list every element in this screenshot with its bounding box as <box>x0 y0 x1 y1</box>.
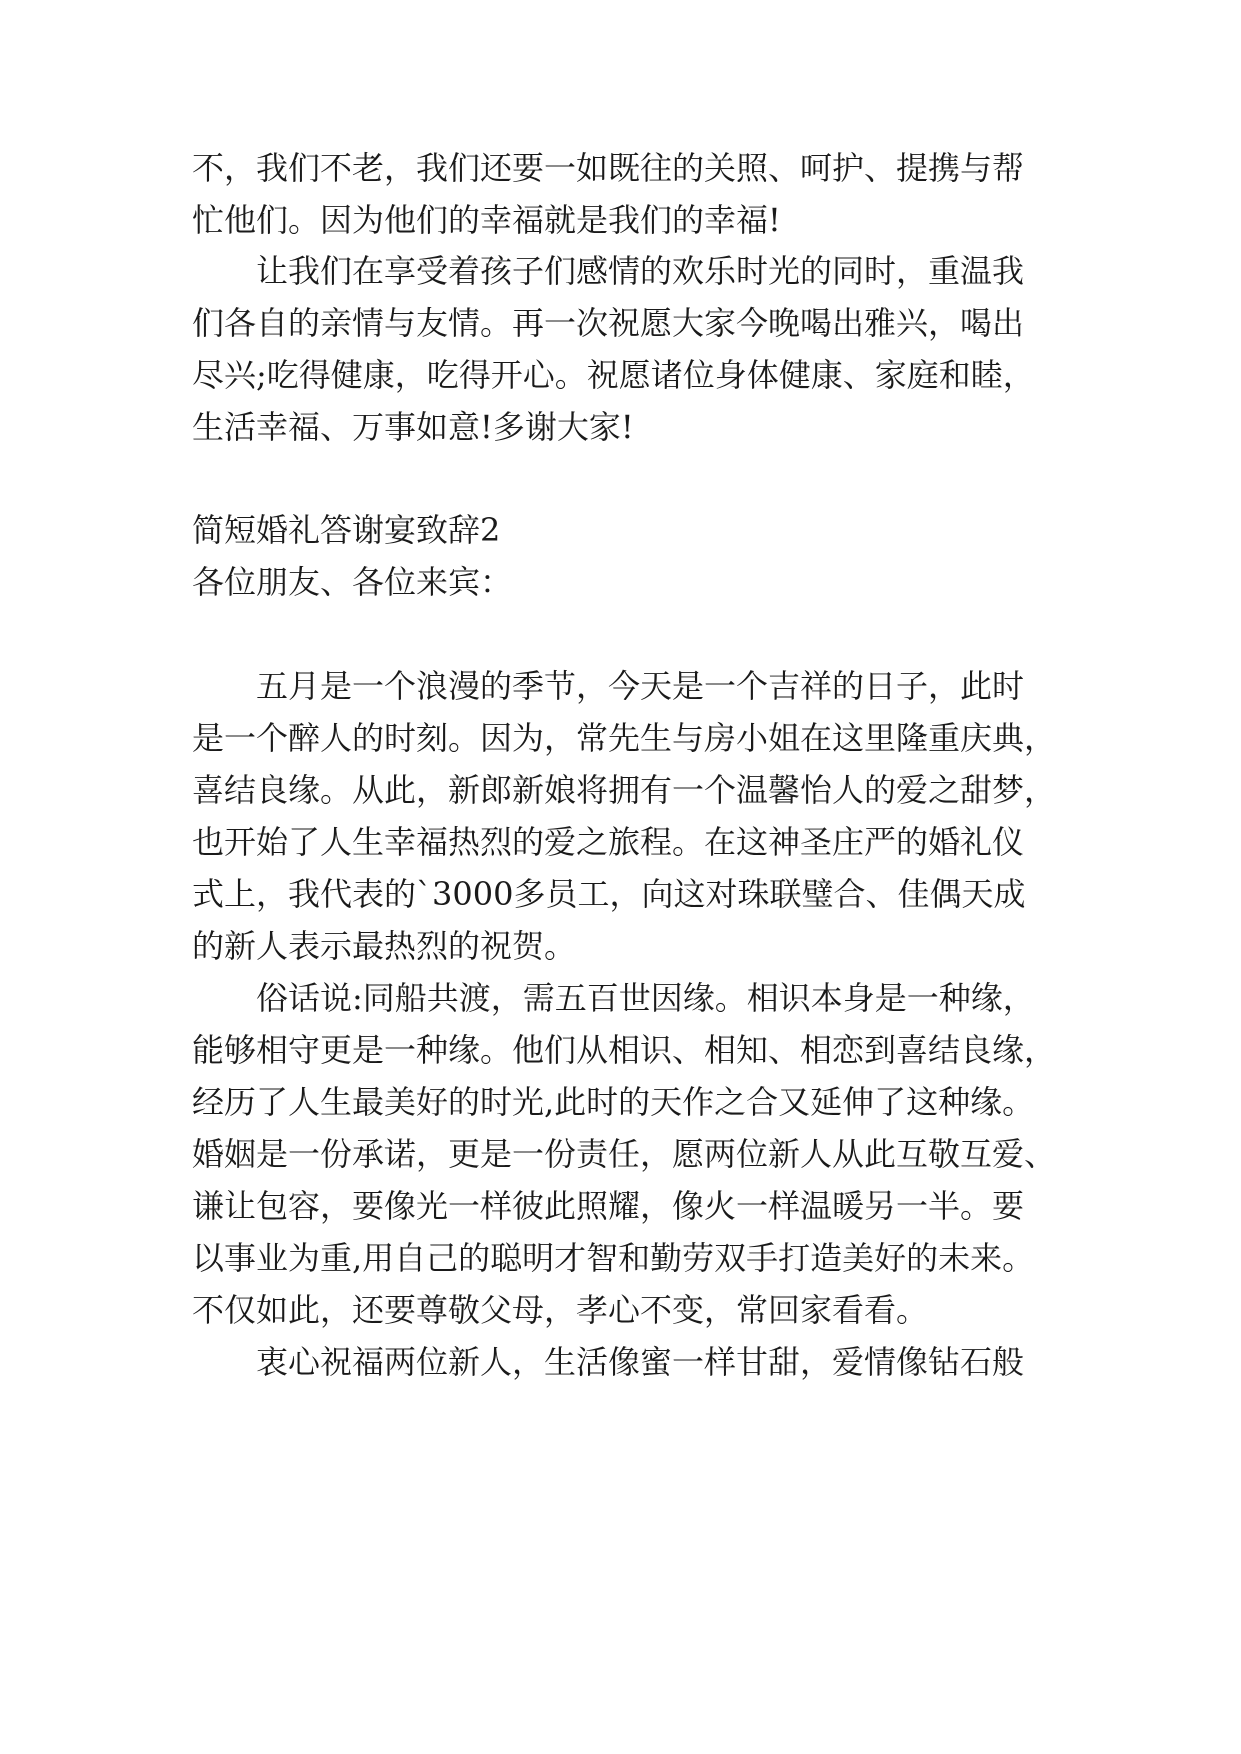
paragraph-line: 五月是一个浪漫的季节，今天是一个吉祥的日子，此时 <box>256 667 1025 705</box>
paragraph-line: 忙他们。因为他们的幸福就是我们的幸福! <box>192 201 781 239</box>
paragraph-line: 让我们在享受着孩子们感情的欢乐时光的同时，重温我 <box>256 252 1025 290</box>
paragraph-line: 以事业为重,用自己的聪明才智和勤劳双手打造美好的未来。 <box>192 1239 1035 1277</box>
paragraph-line: 式上，我代表的`3000多员工，向这对珠联璧合、佳偶天成 <box>192 875 1026 913</box>
paragraph-line: 尽兴;吃得健康，吃得开心。祝愿诸位身体健康、家庭和睦， <box>192 356 1035 394</box>
paragraph-line: 也开始了人生幸福热烈的爱之旅程。在这神圣庄严的婚礼仪 <box>192 823 1025 861</box>
paragraph-line: 婚姻是一份承诺，更是一份责任，愿两位新人从此互敬互爱、 <box>192 1135 1057 1173</box>
paragraph-line: 的新人表示最热烈的祝贺。 <box>192 927 577 965</box>
paragraph-line: 不，我们不老，我们还要一如既往的关照、呵护、提携与帮 <box>192 149 1025 187</box>
paragraph-line: 们各自的亲情与友情。再一次祝愿大家今晚喝出雅兴，喝出 <box>192 304 1025 342</box>
paragraph-line: 能够相守更是一种缘。他们从相识、相知、相恋到喜结良缘， <box>192 1031 1057 1069</box>
paragraph-line: 衷心祝福两位新人，生活像蜜一样甘甜，爱情像钻石般 <box>256 1343 1025 1381</box>
paragraph-line: 俗话说:同船共渡，需五百世因缘。相识本身是一种缘， <box>256 979 1035 1017</box>
paragraph-line: 经历了人生最美好的时光,此时的天作之合又延伸了这种缘。 <box>192 1083 1035 1121</box>
paragraph-line: 不仅如此，还要尊敬父母，孝心不变，常回家看看。 <box>192 1291 929 1329</box>
section-title: 简短婚礼答谢宴致辞2 <box>192 511 501 549</box>
paragraph-line: 是一个醉人的时刻。因为，常先生与房小姐在这里隆重庆典， <box>192 719 1057 757</box>
salutation: 各位朋友、各位来宾： <box>192 563 513 601</box>
paragraph-line: 喜结良缘。从此，新郎新娘将拥有一个温馨怡人的爱之甜梦， <box>192 771 1057 809</box>
paragraph-line: 谦让包容，要像光一样彼此照耀，像火一样温暖另一半。要 <box>192 1187 1025 1225</box>
paragraph-line: 生活幸福、万事如意!多谢大家! <box>192 408 634 446</box>
